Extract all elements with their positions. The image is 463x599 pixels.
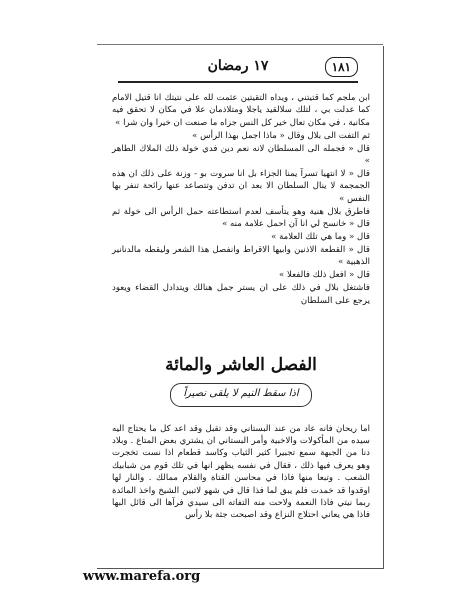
main-text-bottom (112, 414, 370, 530)
main-text-top (112, 92, 370, 307)
header-rule (118, 81, 358, 85)
paragraph: ابن ملجم كما قتيتني ، ويداه التقيتين عثمت لله على نتيتك انا قتيل الامام كما عدلت بي ، لتلك سلالقيد ياجلا ومتلاذمان علا في مكان لا تحقق فيه مكانية ، في مكان تعال خير كل النس جزاه ما صنعت ان خيرا وان شرا » (112, 93, 370, 128)
running-header (118, 57, 358, 79)
paragraph: ثم التفت الى بلال وقال « ماذا اجمل بهذا الرأس » (192, 130, 370, 141)
paragraph: قال « افعل ذلك فالفعلا » (279, 270, 370, 281)
paragraph: قال « لا انتهيا تسرآ يمنا الجزاء بل انا سروت بو - وزنة على ذلك ان هذه الجمجمة لا ينال السلطان الا بعد ان تدفن وتتصاعد عنها رائحة تنفر بها النفس » (112, 168, 370, 204)
chapter-subtitle-cartouche: اذا سقط النيم لا يلقى نصيراً (170, 383, 312, 407)
paragraph: اما ريحان فانه عاد من عند البستاني وقد تقبل وقد اعد كل ما يحتاج اليه سيده من المأكولات والاخبية وأمر البستاني ان يشتري بعض المتاع . وبلاد دنا من الجبهة سمع تجبيرا كثير الثياب وكاسد قطعام اذا نست تخجرت وهو يعرف فيها ذلك ، فقال في نفسه يظهر انها في تلك قوم من شبابيك الشعب . وتبعا منها فاذا في محاسن القتاة والقلام ممالك . والنار لها اوقدوا قد خمدت فلم يبق لما فذا قال في شهو لاتبين الشيخ واخذ المائدة ربما نيتي فاذا النعمة ولاحت منه التفاته الى سيدي فرآها الى قائل البها فاذا هي يعاني احتلاج النزاع وقد اصبحت جثة بلا رأس (112, 423, 370, 521)
paragraph: فاشتغل بلال في ذلك على ان يستر جمل هنالك ويتدادل القضاء ويعود يرجع على السلطان (112, 283, 370, 306)
site-watermark[interactable]: www.marefa.org (83, 569, 201, 584)
page-top-border (97, 44, 383, 45)
paragraph: فاطرق بلال هنية وهو يتأسف لعدم استطاعته حمل الرأس الى خولة ثم قال « خانسح لي انا آن احمل علامة منه » (112, 206, 370, 230)
paragraph: قال « فجمله الى المسلطان لانه نعم دين فدي خولة ذلك الملاك الطاهر » (112, 143, 370, 167)
page-number: ١٨١ (325, 57, 358, 77)
chapter-title: الفصل العاشر والمائة (165, 355, 317, 375)
header-date: ١٧ رمضان (207, 58, 269, 74)
paragraph: قال « القطعة الاذنين وابيها الاقراط وانفصل هذا الشعر وليقطه مالدنانير الذهبية » (112, 244, 370, 268)
paragraph: قال « وما هي تلك العلامة » (271, 231, 370, 242)
